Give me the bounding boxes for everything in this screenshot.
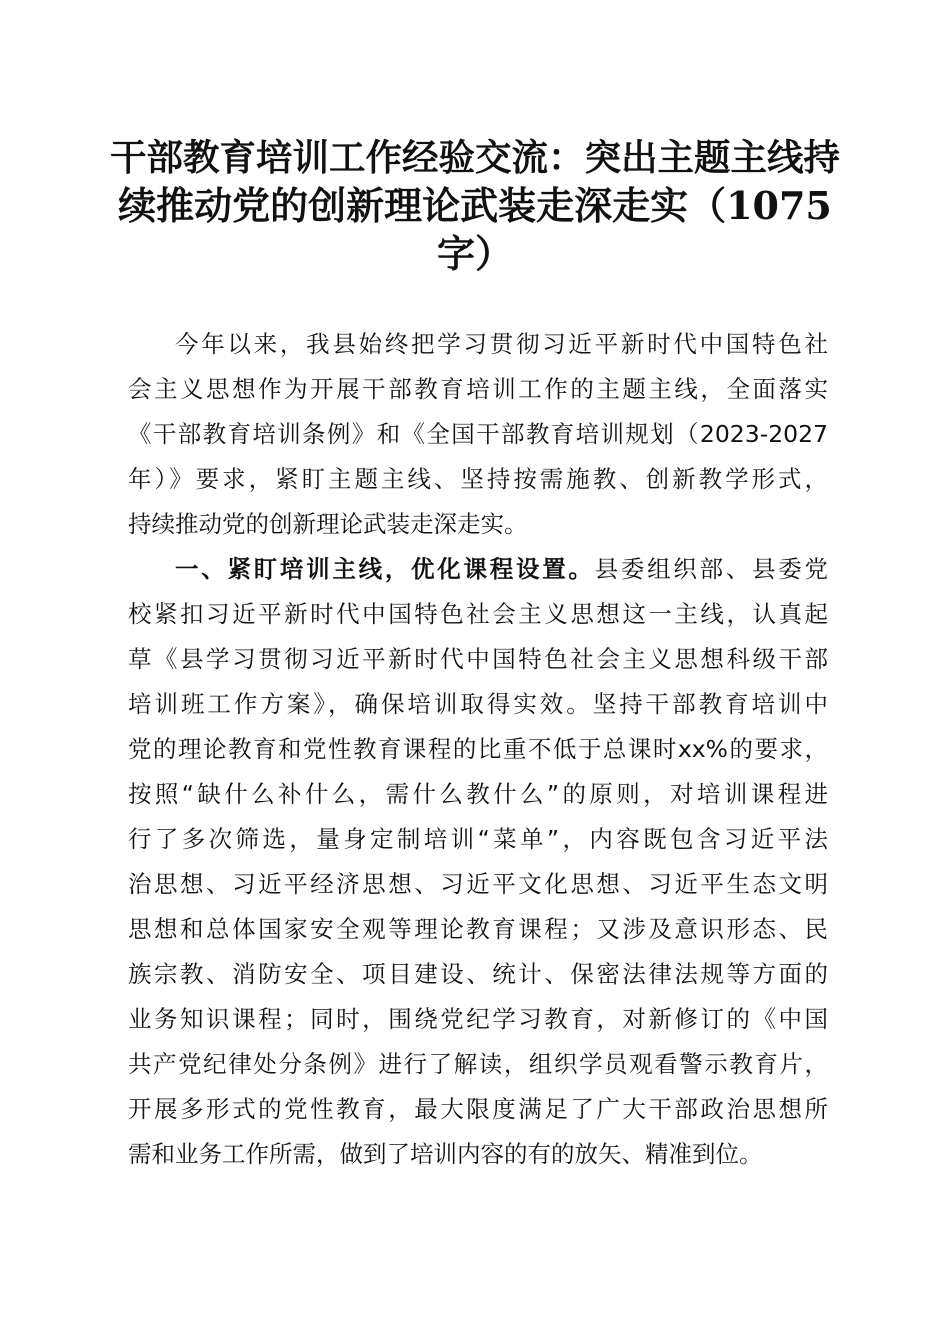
paragraph-line: 思想和总体国家安全观等理论教育课程；又涉及意识形态、民 bbox=[128, 915, 828, 943]
paragraph-line: 培训班工作方案》，确保培训取得实效。坚持干部教育培训中 bbox=[128, 690, 828, 718]
intro-paragraph bbox=[128, 322, 828, 547]
paragraph-first-line bbox=[128, 547, 828, 592]
title-line: 干部教育培训工作经验交流：突出主题主线持 bbox=[110, 136, 840, 179]
paragraph-line: 业务知识课程；同时，围绕党纪学习教育，对新修订的《中国 bbox=[128, 1005, 828, 1033]
paragraph-line: 会主义思想作为开展干部教育培训工作的主题主线，全面落实 bbox=[128, 375, 828, 403]
section-heading: 一、紧盯培训主线，优化课程设置。 bbox=[175, 555, 595, 583]
title-line: 续推动党的创新理论武装走深走实（1075 bbox=[118, 183, 832, 228]
title-line: 字） bbox=[436, 231, 513, 276]
paragraph-line: 持续推动党的创新理论武装走深走实。 bbox=[128, 510, 528, 538]
paragraph-text: 县委组织部、县委党 bbox=[594, 555, 829, 583]
paragraph-line: 按照“缺什么补什么，需什么教什么”的原则，对培训课程进 bbox=[128, 780, 828, 808]
paragraph-line: 党的理论教育和党性教育课程的比重不低于总课时xx%的要求， bbox=[128, 735, 828, 763]
document-body bbox=[128, 322, 828, 1177]
paragraph-line: 共产党纪律处分条例》进行了解读，组织学员观看警示教育片， bbox=[128, 1050, 828, 1078]
paragraph-line: 治思想、习近平经济思想、习近平文化思想、习近平生态文明 bbox=[128, 870, 828, 898]
paragraph-line: 行了多次筛选，量身定制培训“菜单”，内容既包含习近平法 bbox=[128, 825, 828, 853]
document-title bbox=[110, 134, 840, 278]
paragraph-line: 《干部教育培训条例》和《全国干部教育培训规划（2023-2027 bbox=[128, 420, 828, 448]
paragraph-line: 年）》要求，紧盯主题主线、坚持按需施教、创新教学形式， bbox=[128, 465, 828, 493]
paragraph-line: 需和业务工作所需，做到了培训内容的有的放矢、精准到位。 bbox=[128, 1140, 763, 1168]
paragraph-line: 今年以来，我县始终把学习贯彻习近平新时代中国特色社 bbox=[175, 330, 828, 358]
paragraph-line: 草《县学习贯彻习近平新时代中国特色社会主义思想科级干部 bbox=[128, 645, 828, 673]
paragraph-line: 开展多形式的党性教育，最大限度满足了广大干部政治思想所 bbox=[128, 1095, 828, 1123]
paragraph-line: 族宗教、消防安全、项目建设、统计、保密法律法规等方面的 bbox=[128, 960, 828, 988]
section-one-paragraph bbox=[128, 547, 828, 1177]
paragraph-line: 校紧扣习近平新时代中国特色社会主义思想这一主线，认真起 bbox=[128, 600, 828, 628]
